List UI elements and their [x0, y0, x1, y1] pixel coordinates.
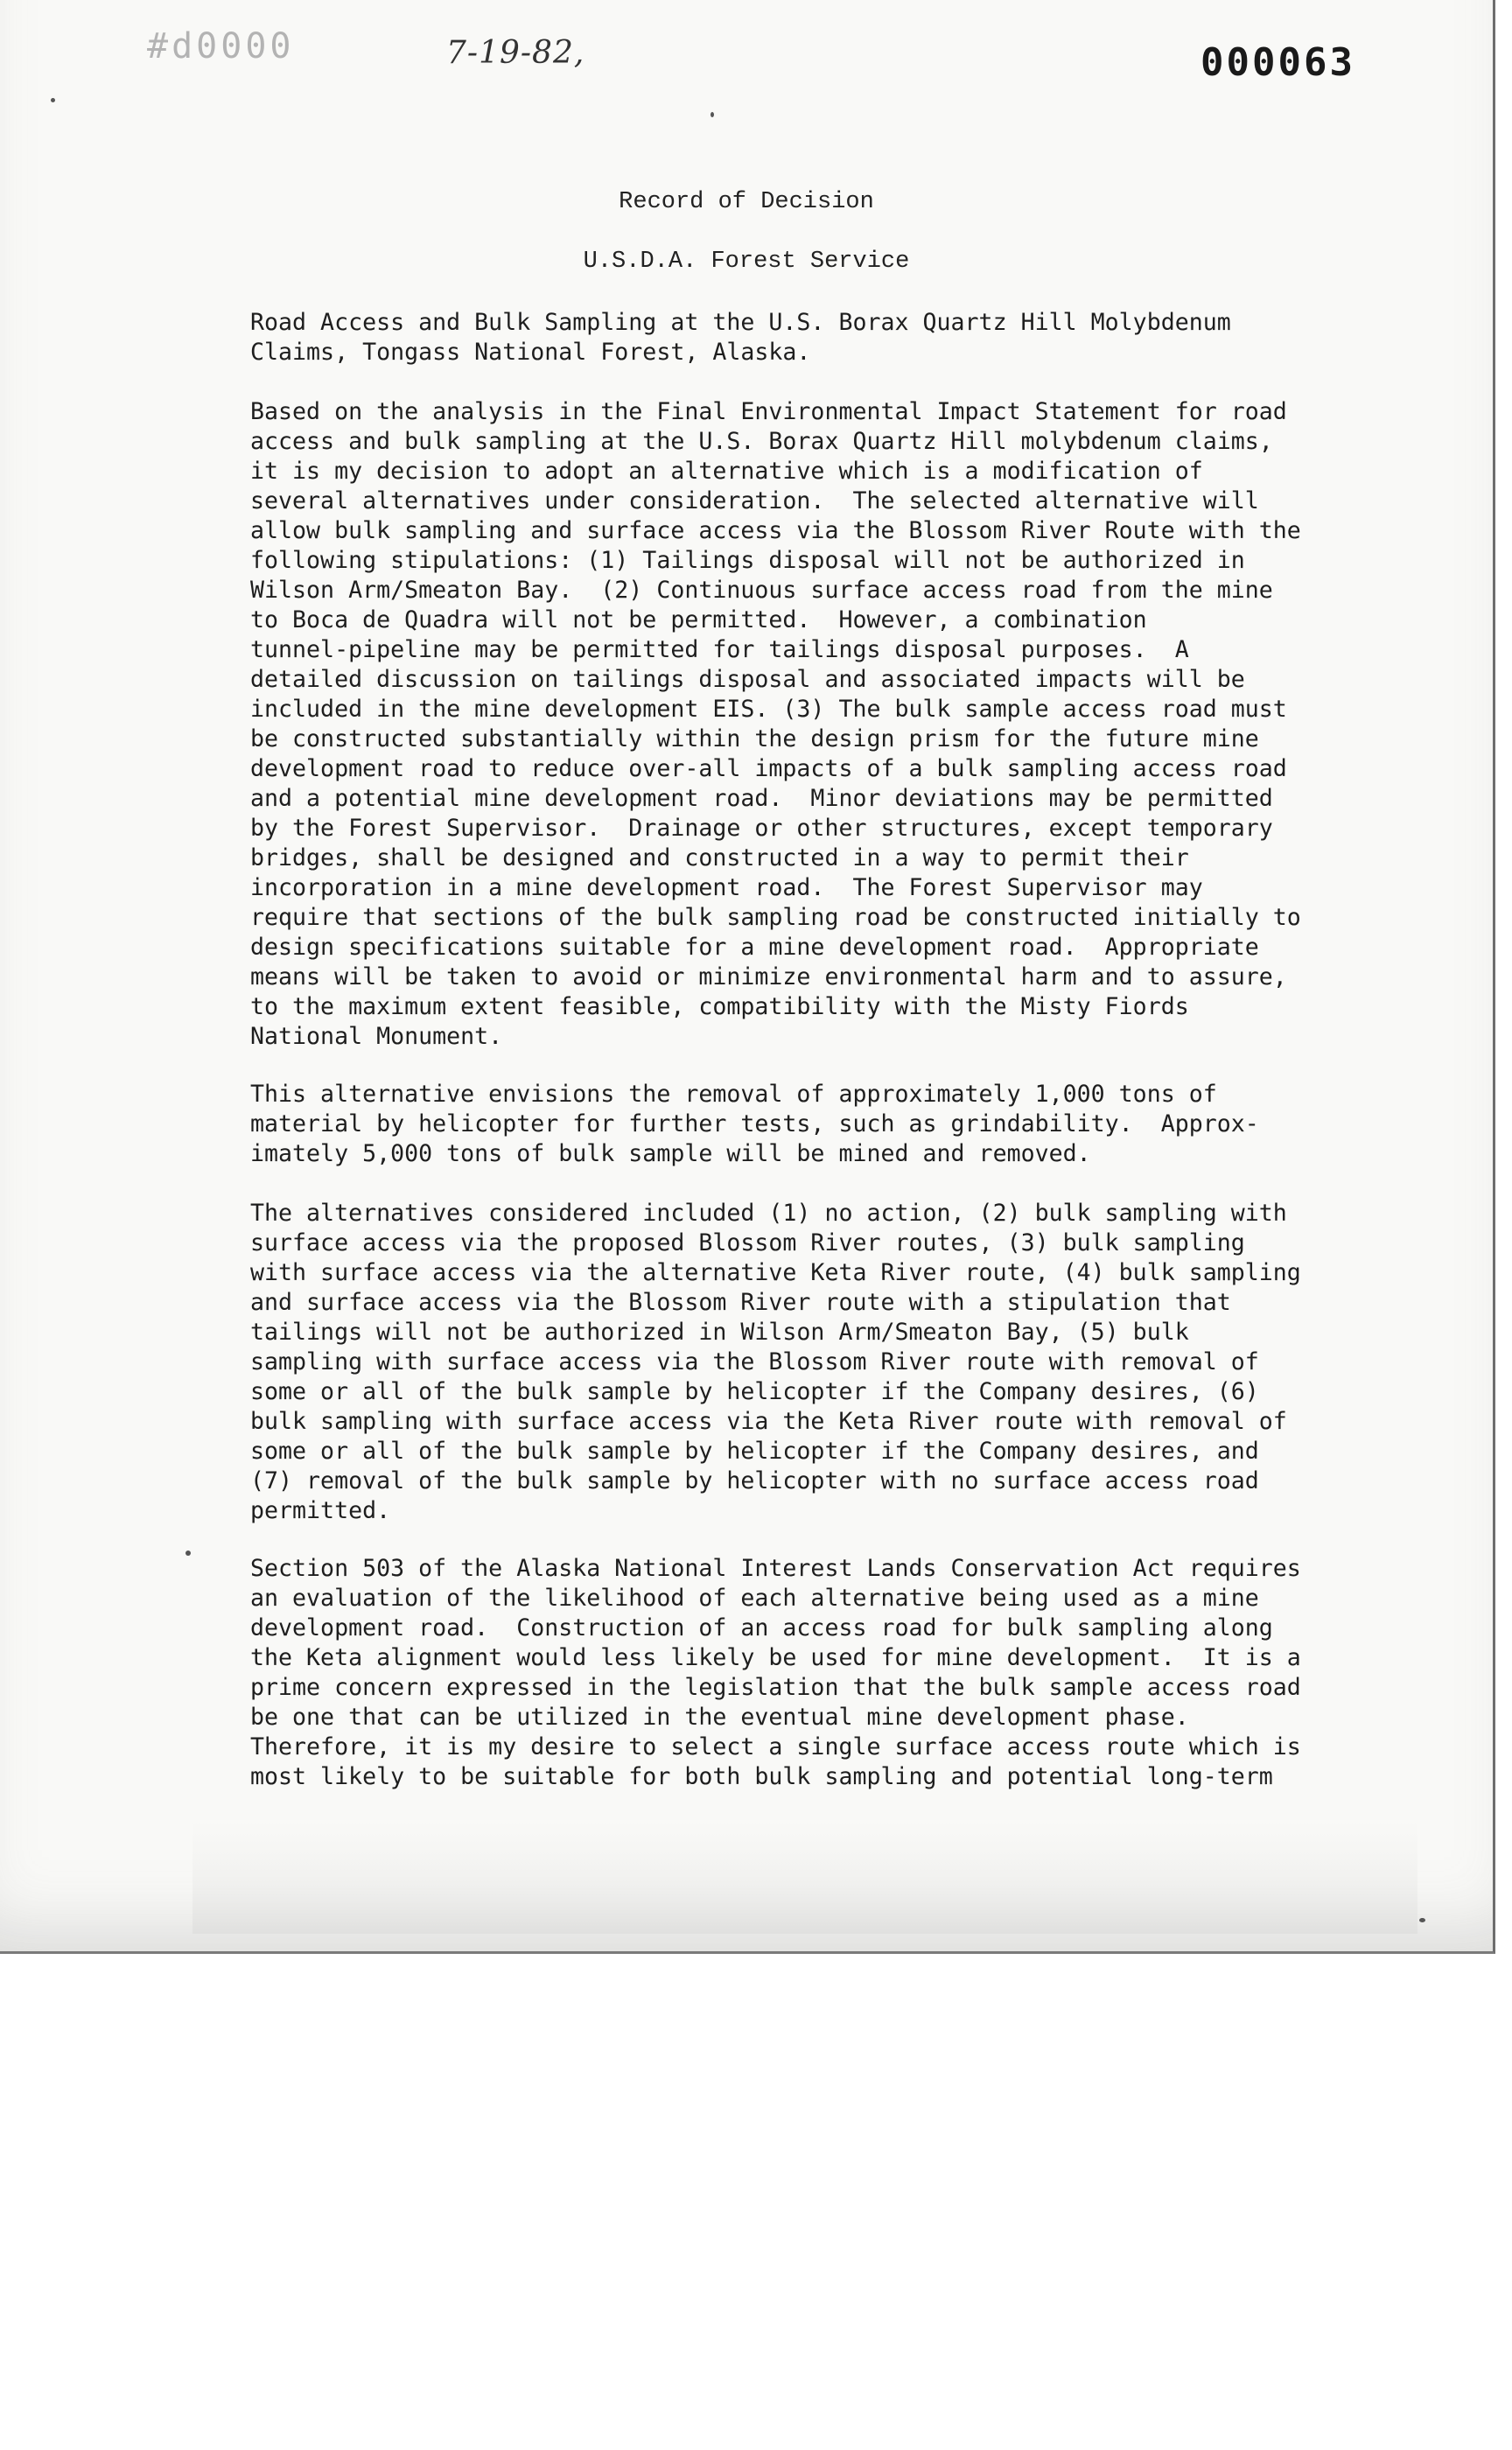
paragraph-section-503: Section 503 of the Alaska National Interest Lands Conservation Act requires an evaluation of the likelihood of each alternative being used as a mine development road. Construction of an access road for bulk sampling along the Keta alignment would less likely be used for mine development. It is a prime concern expressed in the legislation that the bulk sample access road be one that can be utilized in the eventual mine development phase. Therefore, it is my desire to select a single surface access route which is most likely to be suitable for both bulk sampling and potential long-term	[250, 1555, 1301, 1790]
paragraph-alternatives: The alternatives considered included (1) no action, (2) bulk sampling with surface access via the proposed Blossom River routes, (3) bulk sampling with surface access via the alternative Keta River route, (4) bulk sampling and surface access via the Blossom River route with a stipulation that tailings will not be authorized in Wilson Arm/Smeaton Bay, (5) bulk sampling with surface access via the Blossom River route with removal of some or all of the bulk sample by helicopter if the Company desires, (6) bulk sampling with surface access via the Keta River route with removal of some or all of the bulk sample by helicopter if the Company desires, and (7) removal of the bulk sample by helicopter with no surface access road permitted.	[250, 1200, 1301, 1524]
handwritten-date: 7-19-82,	[446, 35, 585, 71]
scan-speck	[1419, 1918, 1425, 1922]
faded-stamp-number: #d0000	[147, 26, 295, 66]
scan-shading	[192, 1820, 1418, 1934]
scan-speck	[51, 98, 55, 102]
agency-name: U.S.D.A. Forest Service	[583, 248, 910, 275]
document-title: Record of Decision	[619, 189, 874, 215]
scan-speck	[710, 112, 714, 117]
paragraph-decision: Based on the analysis in the Final Environmental Impact Statement for road access and bulk sampling at the U.S. Borax Quartz Hill molybdenum claims, it is my decision to adopt an alternative which is a modification of several alternatives under consideration. The selected alternative will allow bulk sampling and surface access via the Blossom River Route with the following stipulations: (1) Tailings disposal will not be authorized in Wilson Arm/Smeaton Bay. (2) Continuous surface access road from the mine to Boca de Quadra will not be permitted. However, a combination tunnel-pipeline may be permitted for tailings disposal purposes. A detailed discussion on tailings disposal and associated impacts will be included in the mine development EIS. (3) The bulk sample access road must be constructed substantially within the design prism for the future mine development road to reduce over-all impacts of a bulk sampling access road and a potential mine development road. Minor deviations may be permitted by the Forest Supervisor. Drainage or other structures, except temporary bridges, shall be designed and constructed in a way to permit their incorporation in a mine development road. The Forest Supervisor may require that sections of the bulk sampling road be constructed initially to design specifications suitable for a mine development road. Appropriate means will be taken to avoid or minimize environmental harm and to assure, to the maximum extent feasible, compatibility with the Misty Fiords National Monument.	[250, 398, 1301, 1050]
subject-line: Road Access and Bulk Sampling at the U.S. Borax Quartz Hill Molybdenum Claims, Tongass National Forest, Alaska.	[250, 309, 1231, 366]
scan-speck	[186, 1550, 191, 1556]
page-stamp-number: 000063	[1200, 40, 1355, 85]
paragraph-helicopter-removal: This alternative envisions the removal of approximately 1,000 tons of material by helicopter for further tests, such as grindability. Approx- imately 5,000 tons of bulk sample will be mined and removed.	[250, 1081, 1259, 1167]
